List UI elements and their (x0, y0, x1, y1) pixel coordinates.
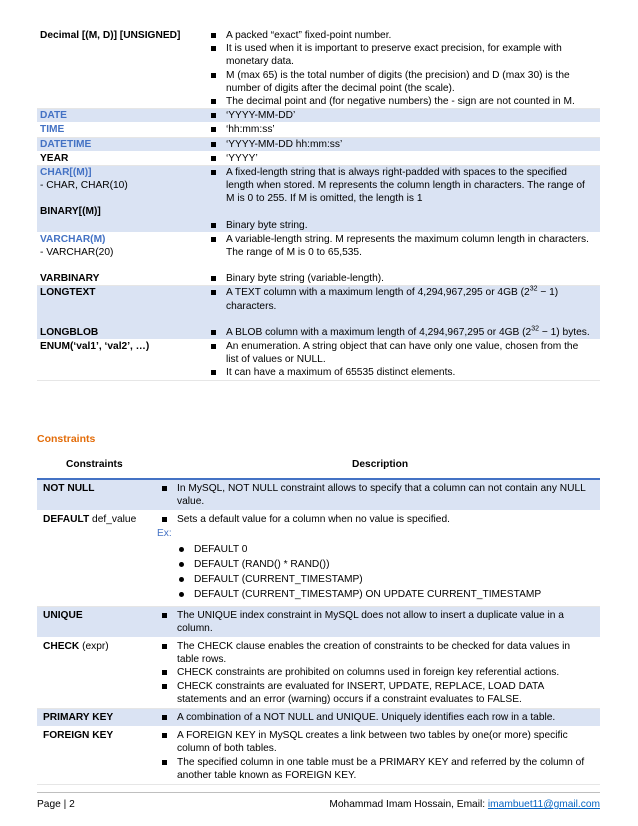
table-row (37, 232, 600, 286)
constraint-name-cell (37, 727, 153, 785)
example-item: DEFAULT 0 (157, 543, 592, 556)
bullet-item: Sets a default value for a column when no value is specified. (157, 513, 592, 526)
bullet-list (206, 152, 590, 165)
bullet-list (157, 513, 592, 526)
type-name: VARCHAR(M) (40, 233, 106, 245)
type-name: DATE (40, 110, 67, 122)
bullet-item: Binary byte string (variable-length). (206, 272, 590, 285)
author-name: Mohammad Imam Hossain, Email: (329, 799, 488, 810)
type-name: BINARY[(M)] (40, 206, 101, 218)
page-number: Page | 2 (37, 799, 75, 810)
bullet-list (157, 711, 592, 724)
spacer (206, 259, 590, 272)
type-name: CHAR[(M)] (40, 167, 92, 179)
constraints-table (37, 480, 600, 785)
constraint-description-cell (153, 709, 600, 727)
constraint-name-cell (37, 709, 153, 727)
constraint-name-cell (37, 606, 153, 637)
type-description-cell (202, 166, 600, 233)
bullet-list (206, 326, 590, 339)
table-row (37, 123, 600, 137)
bullet-list (206, 272, 590, 285)
constraint-argument: def_value (89, 514, 137, 526)
type-description-cell (202, 29, 600, 109)
bullet-item: It can have a maximum of 65535 distinct elements. (206, 366, 590, 379)
bullet-list (157, 482, 592, 508)
type-description-cell (202, 286, 600, 340)
bullet-list (157, 640, 592, 706)
type-name-cell (37, 286, 202, 340)
description-header: Description (352, 459, 409, 470)
type-name: DATETIME (40, 138, 92, 150)
constraint-argument: (expr) (79, 641, 109, 653)
bullet-item: A combination of a NOT NULL and UNIQUE. Uniquely identifies each row in a table. (157, 711, 592, 724)
table-row (37, 29, 600, 109)
bullet-item: M (max 65) is the total number of digits (the precision) and D (max 30) is the number of digits after the decimal point (the scale). (206, 69, 590, 95)
spacer (206, 206, 590, 219)
table-row (37, 166, 600, 233)
example-label: Ex: (157, 527, 172, 539)
type-name-cell (37, 109, 202, 123)
table-row (37, 286, 600, 340)
type-name-cell (37, 29, 202, 109)
bullet-list (157, 729, 592, 782)
constraint-name-cell (37, 511, 153, 606)
bullet-item: It is used when it is important to preserve exact precision, for example with monetary data. (206, 42, 590, 68)
type-description-cell (202, 232, 600, 286)
type-name-cell (37, 166, 202, 233)
bullet-item: A fixed-length string that is always right-padded with spaces to the specified length when stored. M represents the column length in characters. The range of M is 0 to 255. If M is omitted, the length is 1 (206, 166, 590, 206)
type-description-cell (202, 123, 600, 137)
type-description-cell (202, 137, 600, 151)
example-list (157, 543, 592, 602)
example-item: DEFAULT (CURRENT_TIMESTAMP) ON UPDATE CURRENT_TIMESTAMP (157, 588, 592, 601)
type-example: - CHAR, CHAR(10) (40, 180, 128, 192)
type-name: VARBINARY (40, 273, 100, 285)
table-row (37, 151, 600, 165)
superscript: 32 (531, 325, 540, 333)
table-row (37, 606, 600, 637)
type-name-cell (37, 340, 202, 381)
bullet-item: A BLOB column with a maximum length of 4,294,967,295 or 4GB $(2^{32} - 1)$ bytes. (206, 326, 590, 339)
type-description-cell (202, 151, 600, 165)
bullet-item: A TEXT column with a maximum length of 4,294,967,295 or 4GB $(2^{32} - 1)$ characters. (206, 286, 590, 312)
constraints-section-title: Constraints (37, 433, 96, 445)
constraint-name: UNIQUE (43, 609, 83, 621)
bullet-item: A packed “exact” fixed-point number. (206, 29, 590, 42)
constraint-name: FOREIGN KEY (43, 730, 114, 742)
bullet-list (206, 219, 590, 232)
bullet-item: CHECK constraints are prohibited on columns used in foreign key referential actions. (157, 666, 592, 679)
bullet-list (206, 109, 590, 122)
constraint-name-cell (37, 480, 153, 511)
spacer (40, 300, 202, 313)
bullet-item: ‘YYYY’ (206, 152, 590, 165)
spacer (206, 313, 590, 326)
constraint-name: NOT NULL (43, 483, 95, 494)
constraint-description-cell (153, 511, 600, 606)
constraint-description-cell (153, 638, 600, 709)
bullet-item: CHECK constraints are evaluated for INSERT, UPDATE, REPLACE, LOAD DATA statements and an error (warning) occurs if a constraint evaluates to FALSE. (157, 680, 592, 706)
constraint-name: PRIMARY KEY (43, 712, 114, 724)
table-row (37, 340, 600, 381)
type-name: ENUM(‘val1’, ‘val2’, …) (40, 341, 150, 353)
type-name-cell (37, 232, 202, 286)
bullet-item: The specified column in one table must be a PRIMARY KEY and referred by the column of another table known as FOREIGN KEY. (157, 756, 592, 782)
table-row (37, 109, 600, 123)
type-name: Decimal [(M, D)] [UNSIGNED] (40, 30, 181, 41)
bullet-item: ‘hh:mm:ss’ (206, 123, 590, 136)
spacer (40, 259, 202, 272)
bullet-item: In MySQL, NOT NULL constraint allows to specify that a column can not contain any NULL value. (157, 482, 592, 508)
bullet-item: The CHECK clause enables the creation of constraints to be checked for data values in table rows. (157, 640, 592, 666)
superscript: 32 (529, 286, 538, 294)
type-name: LONGBLOB (40, 326, 99, 338)
bullet-item: An enumeration. A string object that can have only one value, chosen from the list of values or NULL. (206, 340, 590, 366)
footer-divider (37, 792, 600, 793)
bullet-item: The UNIQUE index constraint in MySQL does not allow to insert a duplicate value in a column. (157, 609, 592, 635)
bullet-list (206, 138, 590, 151)
bullet-list (206, 286, 590, 312)
table-row (37, 638, 600, 709)
bullet-item: The decimal point and (for negative numbers) the - sign are not counted in M. (206, 95, 590, 108)
bullet-list (206, 166, 590, 206)
bullet-item: ‘YYYY-MM-DD hh:mm:ss’ (206, 138, 590, 151)
type-name-cell (37, 151, 202, 165)
bullet-item: Binary byte string. (206, 219, 590, 232)
type-description-cell (202, 340, 600, 381)
spacer (40, 192, 202, 205)
table-row (37, 727, 600, 785)
bullet-list (206, 233, 590, 259)
bullet-list (206, 340, 590, 380)
bullet-list (206, 123, 590, 136)
bullet-list (206, 29, 590, 108)
type-name: TIME (40, 124, 65, 136)
constraint-description-cell (153, 480, 600, 511)
table-row (37, 480, 600, 511)
constraint-name: CHECK (43, 641, 80, 653)
type-name-cell (37, 137, 202, 151)
type-name: YEAR (40, 152, 69, 164)
data-types-table (37, 29, 600, 381)
type-name: LONGTEXT (40, 287, 96, 299)
type-description-cell (202, 109, 600, 123)
constraint-description-cell (153, 727, 600, 785)
bullet-item: A variable-length string. M represents the maximum column length in characters. The range of M is 0 to 65,535. (206, 233, 590, 259)
type-name-cell (37, 123, 202, 137)
author-line (329, 798, 600, 811)
constraint-name-cell (37, 638, 153, 709)
bullet-item: A FOREIGN KEY in MySQL creates a link between two tables by one(or more) specific column of both tables. (157, 729, 592, 755)
example-item: DEFAULT (RAND() * RAND()) (157, 558, 592, 571)
constraint-description-cell (153, 606, 600, 637)
type-example: - VARCHAR(20) (40, 247, 114, 259)
spacer (40, 313, 202, 326)
bullet-item: ‘YYYY-MM-DD’ (206, 109, 590, 122)
table-row (37, 709, 600, 727)
bullet-list (157, 609, 592, 635)
example-item: DEFAULT (CURRENT_TIMESTAMP) (157, 573, 592, 586)
table-row (37, 137, 600, 151)
constraints-header: Constraints (66, 459, 123, 470)
table-row (37, 511, 600, 606)
constraint-name: DEFAULT (43, 514, 90, 526)
email-link[interactable]: imambuet11@gmail.com (487, 799, 600, 810)
